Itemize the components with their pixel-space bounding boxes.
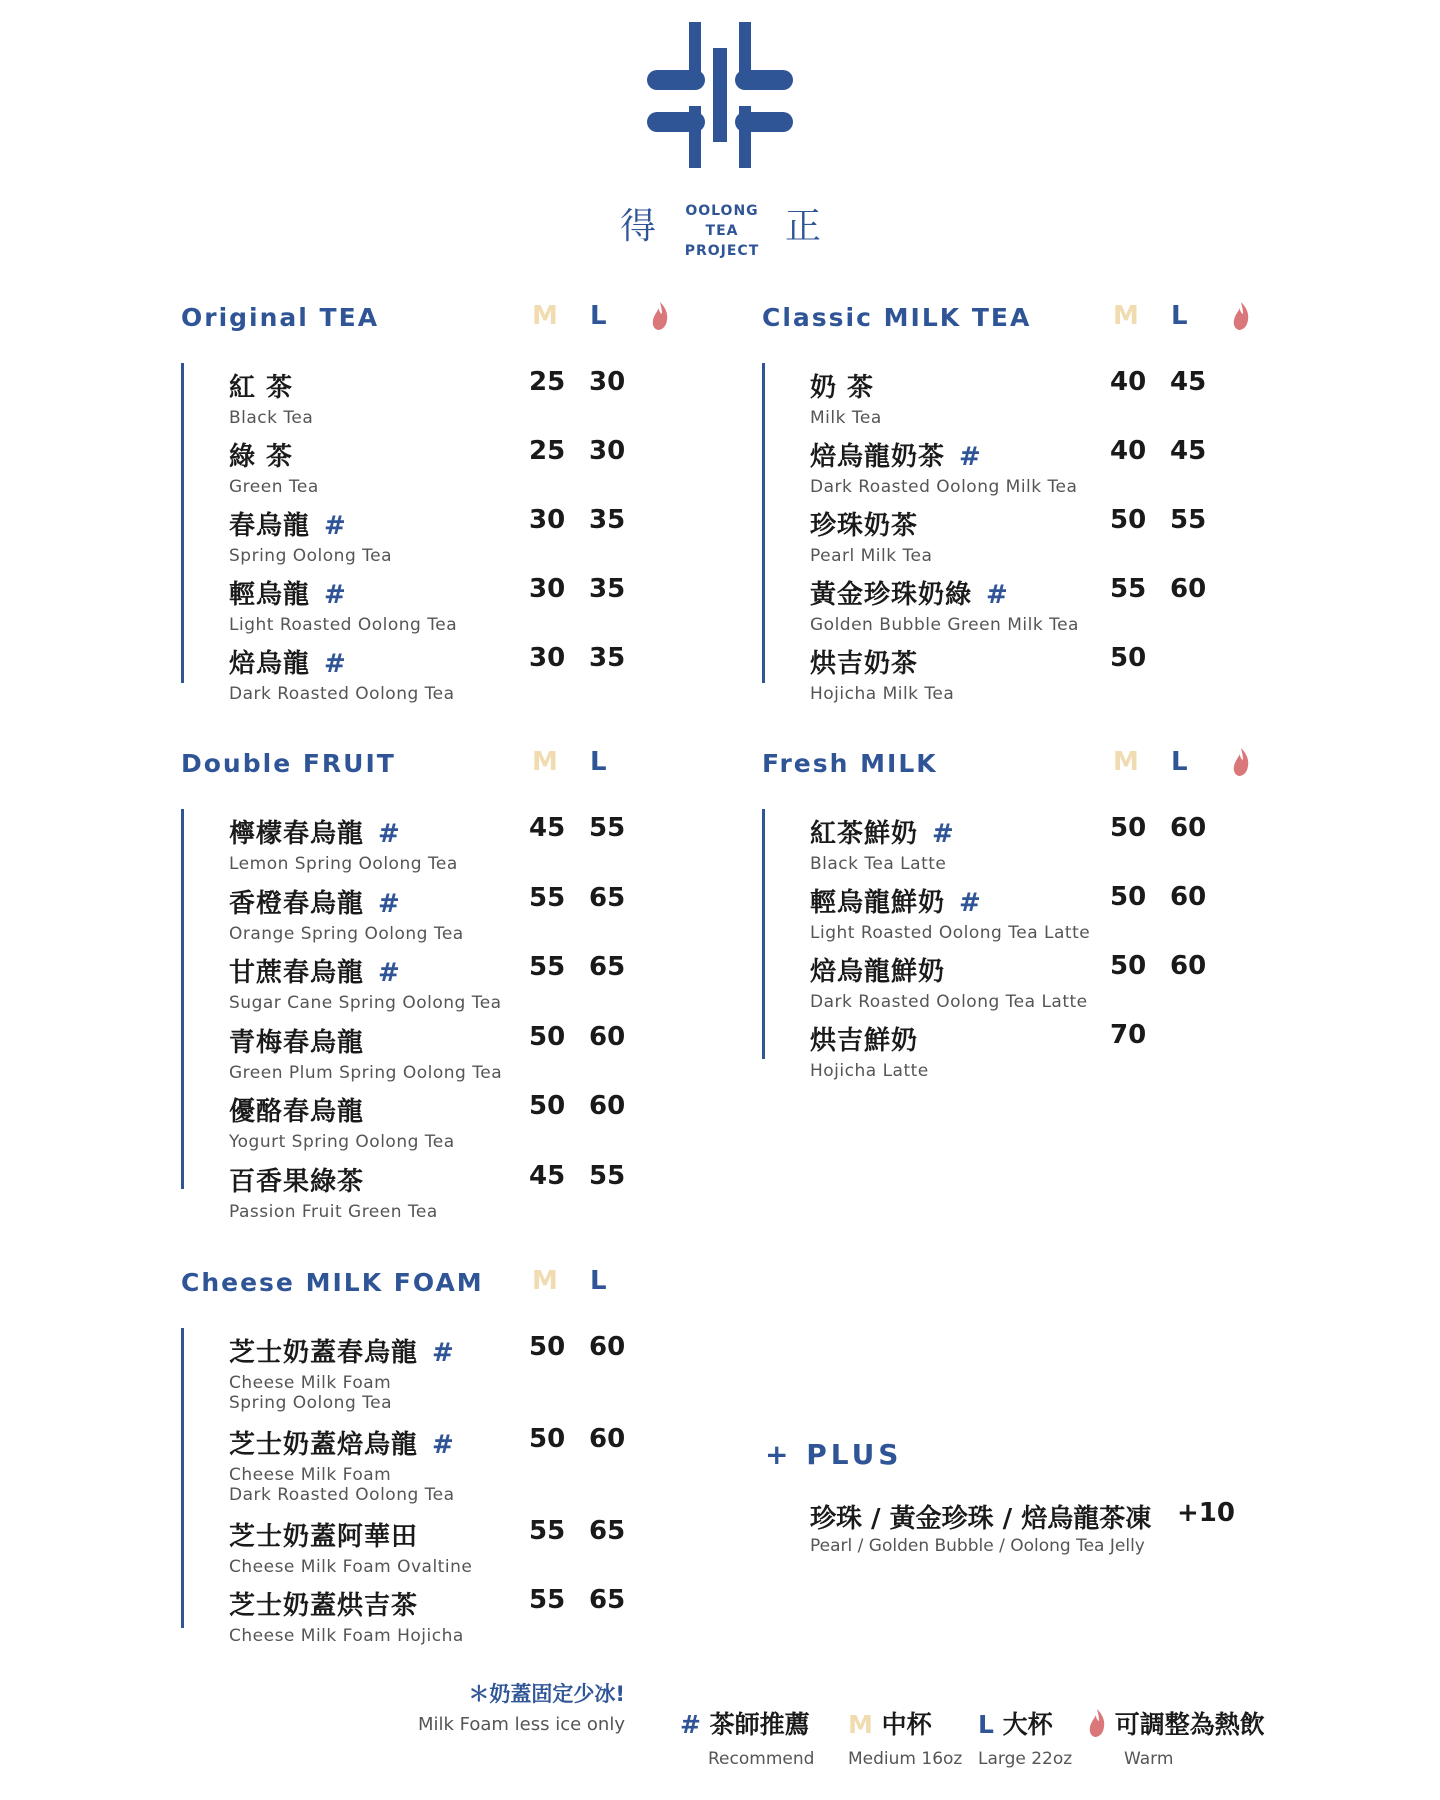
plus-price: +10: [1177, 1498, 1235, 1528]
item-name-en: Lemon Spring Oolong Tea: [229, 854, 458, 874]
price-large: 60: [1170, 882, 1207, 912]
item-name-zh-text: 芝士奶蓋烘吉茶: [229, 1591, 419, 1621]
price-large: 45: [1170, 436, 1207, 466]
large-column-label: L: [590, 301, 607, 331]
price-large: 60: [589, 1332, 626, 1362]
menu-item: [229, 1332, 455, 1413]
item-name-en: Spring Oolong Tea: [229, 546, 393, 566]
item-name-zh: [229, 883, 464, 920]
price-large: 65: [589, 952, 626, 982]
menu-item: [229, 1022, 502, 1083]
item-name-en: Dark Roasted Oolong Milk Tea: [810, 477, 1078, 497]
plus-name-zh: 珍珠 / 黃金珍珠 / 焙烏龍茶凍: [810, 1504, 1152, 1534]
item-name-en: Light Roasted Oolong Tea: [229, 615, 458, 635]
item-name-en: Hojicha Latte: [810, 1061, 929, 1081]
menu-item: [810, 643, 954, 704]
section-title: Fresh MILK: [762, 749, 938, 778]
section-cheese-milk-foam: [181, 1268, 701, 1668]
section-title: Double FRUIT: [181, 749, 396, 778]
item-name-en-line-2: Dark Roasted Oolong Tea: [229, 1485, 455, 1505]
item-name-zh-text: 紅 茶: [229, 373, 294, 403]
item-name-zh-text: 珍珠奶茶: [810, 511, 919, 541]
item-name-en: Black Tea: [229, 408, 314, 428]
item-name-zh: [229, 1022, 502, 1059]
logo-line-1: OOLONG TEA: [685, 203, 759, 239]
price-large: 60: [589, 1424, 626, 1454]
price-medium: 55: [529, 882, 566, 913]
logo-line-2: PROJECT: [684, 243, 760, 259]
item-name-zh-text: 輕烏龍: [229, 580, 311, 610]
item-name-zh: [229, 1585, 464, 1622]
item-name-zh-text: 芝士奶蓋春烏龍: [229, 1338, 419, 1368]
menu-item: [810, 951, 1088, 1012]
menu-list: [762, 809, 1262, 1081]
item-name-en: Golden Bubble Green Milk Tea: [810, 615, 1079, 635]
menu-item: [810, 813, 955, 874]
item-name-zh: [810, 1020, 929, 1057]
legend-medium-en: Medium 16oz: [848, 1749, 963, 1769]
price-medium: 40: [1110, 367, 1147, 397]
item-name-en: Cheese Milk Foam: [229, 1373, 392, 1393]
menu-item: [810, 367, 882, 428]
item-name-zh: [229, 574, 457, 611]
item-name-zh: [229, 1161, 438, 1198]
menu-item: [810, 882, 1090, 943]
price-large: 60: [1170, 951, 1207, 981]
note-zh: ＊奶蓋固定少冰!: [468, 1682, 625, 1706]
section-header: [181, 749, 701, 789]
section-title: Original TEA: [181, 303, 380, 332]
menu-item: [229, 436, 319, 497]
item-name-en: Green Tea: [229, 477, 319, 497]
price-medium: 50: [1110, 813, 1147, 843]
legend-large-zh: 大杯: [1002, 1710, 1053, 1739]
item-name-zh: [810, 951, 1088, 988]
item-name-zh-text: 芝士奶蓋焙烏龍: [229, 1430, 419, 1460]
price-medium: 50: [1110, 505, 1147, 535]
large-size-icon: L: [978, 1710, 994, 1739]
medium-column-label: M: [532, 301, 558, 331]
menu-item: [229, 813, 458, 874]
item-name-zh: [229, 505, 392, 542]
price-large: 55: [1170, 505, 1207, 535]
medium-size-icon: M: [848, 1710, 873, 1739]
recommend-hash-icon: #: [324, 580, 347, 610]
item-name-en: Hojicha Milk Tea: [810, 684, 955, 704]
menu-item: [229, 505, 392, 566]
item-name-zh-text: 烘吉奶茶: [810, 649, 919, 679]
legend-recommend-zh: 茶師推薦: [709, 1710, 810, 1739]
item-name-en: Green Plum Spring Oolong Tea: [229, 1062, 503, 1083]
menu-item: [229, 952, 502, 1013]
medium-column-label: M: [1113, 747, 1139, 777]
item-name-en: Cheese Milk Foam: [229, 1465, 392, 1485]
item-name-en: Dark Roasted Oolong Tea: [229, 684, 455, 704]
price-medium: 70: [1110, 1020, 1147, 1050]
price-large: 45: [1170, 367, 1207, 397]
recommend-hash-icon: #: [959, 888, 982, 918]
price-medium: 50: [529, 1332, 566, 1362]
legend-warm: [1088, 1705, 1265, 1769]
note-en: Milk Foam less ice only: [417, 1714, 625, 1735]
menu-item: [229, 1091, 455, 1152]
item-name-en: Cheese Milk Foam Ovaltine: [229, 1557, 473, 1577]
price-medium: 25: [529, 367, 566, 397]
item-name-zh-text: 百香果綠茶: [229, 1166, 365, 1197]
item-name-zh-text: 芝士奶蓋阿華田: [229, 1522, 419, 1552]
item-name-en: Pearl Milk Tea: [810, 546, 933, 566]
item-name-zh: [229, 436, 319, 473]
recommend-hash-icon: #: [432, 1430, 455, 1460]
legend-recommend: [680, 1705, 814, 1769]
recommend-hash-icon: #: [959, 442, 982, 472]
menu-item: [229, 574, 457, 635]
price-medium: 40: [1110, 436, 1147, 466]
section-double-fruit: [181, 749, 701, 1239]
item-name-zh-text: 焙烏龍: [229, 649, 311, 679]
item-name-en: Passion Fruit Green Tea: [229, 1201, 438, 1222]
item-name-en: Orange Spring Oolong Tea: [229, 923, 464, 944]
menu-list: [181, 363, 681, 704]
item-name-zh: [810, 367, 882, 404]
large-column-label: L: [590, 747, 607, 777]
item-name-zh-text: 紅茶鮮奶: [810, 819, 919, 849]
menu-list: [181, 1328, 681, 1646]
item-name-zh: [229, 1516, 472, 1553]
item-name-zh: [810, 574, 1079, 611]
price-large: 65: [589, 1585, 626, 1615]
item-name-en: Milk Tea: [810, 408, 882, 428]
price-medium: 50: [529, 1091, 566, 1121]
item-name-en: Cheese Milk Foam Hojicha: [229, 1626, 464, 1646]
section-title: Classic MILK TEA: [762, 303, 1032, 332]
plus-title: + PLUS: [765, 1438, 903, 1471]
warm-flame-icon: [1232, 301, 1250, 335]
item-name-zh: [810, 436, 1077, 473]
price-large: 35: [589, 643, 626, 673]
price-medium: 30: [529, 505, 566, 535]
price-large: 35: [589, 574, 626, 604]
logo-mark-icon: [647, 20, 793, 170]
price-medium: 55: [1110, 574, 1147, 604]
item-name-zh: [810, 882, 1090, 919]
medium-column-label: M: [532, 1266, 558, 1296]
price-medium: 55: [529, 952, 566, 982]
section-fresh-milk: [762, 749, 1282, 1089]
item-name-zh: [229, 367, 313, 404]
item-name-zh-text: 烘吉鮮奶: [810, 1026, 919, 1056]
warm-flame-icon: [1088, 1708, 1106, 1738]
item-name-zh: [229, 1424, 455, 1461]
item-name-zh-text: 檸檬春烏龍: [229, 819, 365, 849]
recommend-hash-icon: #: [378, 819, 401, 849]
menu-list: [181, 809, 681, 1222]
menu-item: [810, 436, 1077, 497]
item-name-zh: [229, 952, 502, 989]
menu-item: [229, 1161, 438, 1222]
medium-column-label: M: [1113, 301, 1139, 331]
item-name-zh: [229, 813, 458, 850]
recommend-hash-icon: #: [986, 580, 1009, 610]
item-name-zh-text: 春烏龍: [229, 511, 311, 541]
legend-medium-zh: 中杯: [881, 1710, 932, 1739]
section-header: [181, 303, 701, 343]
price-medium: 55: [529, 1585, 566, 1615]
large-column-label: L: [1171, 747, 1188, 777]
warm-flame-icon: [651, 301, 669, 335]
logo-wordmark: [667, 201, 777, 261]
item-name-en: Black Tea Latte: [810, 854, 947, 874]
item-name-zh-text: 青梅春烏龍: [229, 1027, 365, 1058]
item-name-en: Sugar Cane Spring Oolong Tea: [229, 993, 502, 1013]
recommend-hash-icon: #: [324, 511, 347, 541]
logo-char-left: 得: [620, 206, 657, 247]
item-name-zh: [810, 505, 932, 542]
price-large: 65: [589, 882, 626, 913]
item-name-zh-text: 黃金珍珠奶綠: [810, 580, 973, 610]
recommend-hash-icon: #: [932, 819, 955, 849]
recommend-hash-icon: #: [324, 649, 347, 679]
price-medium: 50: [1110, 951, 1147, 981]
price-large: 35: [589, 505, 626, 535]
price-large: 55: [589, 813, 626, 843]
section-header: [762, 749, 1282, 789]
legend-warm-zh: 可調整為熱飲: [1114, 1710, 1265, 1739]
item-name-zh-text: 輕烏龍鮮奶: [810, 888, 946, 918]
price-medium: 50: [1110, 643, 1147, 673]
item-name-en-line-2: Spring Oolong Tea: [229, 1393, 393, 1413]
price-large: 60: [1170, 574, 1207, 604]
legend-recommend-en: Recommend: [708, 1749, 815, 1769]
recommend-hash-icon: #: [432, 1338, 455, 1368]
price-medium: 45: [529, 1160, 566, 1191]
price-large: 30: [589, 436, 626, 466]
item-name-zh-text: 香橙春烏龍: [229, 888, 365, 919]
item-name-zh: [229, 1091, 455, 1128]
price-medium: 45: [529, 813, 566, 843]
item-name-zh-text: 優酪春烏龍: [229, 1097, 365, 1127]
item-name-zh: [229, 643, 455, 680]
logo-char-right: 正: [785, 206, 822, 247]
item-name-zh: [229, 1332, 455, 1369]
menu-item: [229, 883, 464, 944]
hash-icon: #: [680, 1710, 701, 1739]
menu-list: [762, 363, 1262, 704]
plus-addon: [765, 1438, 1235, 1556]
menu-item: [229, 1516, 472, 1577]
price-medium: 55: [529, 1516, 566, 1546]
item-name-zh-text: 焙烏龍鮮奶: [810, 957, 946, 987]
legend-medium: [848, 1705, 962, 1769]
medium-column-label: M: [532, 747, 558, 777]
item-name-en: Dark Roasted Oolong Tea Latte: [810, 992, 1088, 1012]
legend-large-en: Large 22oz: [978, 1749, 1073, 1769]
price-medium: 25: [529, 436, 566, 466]
legend-large: [978, 1705, 1072, 1769]
milk-foam-note: [418, 1678, 625, 1735]
price-medium: 50: [529, 1021, 566, 1052]
large-column-label: L: [1171, 301, 1188, 331]
section-header: [181, 1268, 701, 1308]
price-medium: 30: [529, 574, 566, 604]
section-original-tea: [181, 303, 701, 723]
plus-name-en: Pearl / Golden Bubble / Oolong Tea Jelly: [810, 1536, 1145, 1556]
price-large: 60: [589, 1091, 626, 1121]
price-medium: 30: [529, 643, 566, 673]
menu-item: [229, 643, 455, 704]
item-name-en: Yogurt Spring Oolong Tea: [229, 1132, 455, 1152]
recommend-hash-icon: #: [378, 888, 401, 919]
menu-item: [229, 1585, 464, 1646]
section-header: [762, 303, 1282, 343]
item-name-en: Light Roasted Oolong Tea Latte: [810, 923, 1091, 943]
item-name-zh-text: 綠 茶: [229, 442, 294, 472]
section-classic-milk-tea: [762, 303, 1282, 723]
price-large: 60: [589, 1021, 626, 1052]
price-large: 65: [589, 1516, 626, 1546]
price-large: 55: [589, 1160, 626, 1191]
recommend-hash-icon: #: [378, 958, 401, 988]
menu-item: [810, 574, 1079, 635]
price-large: 60: [1170, 813, 1207, 843]
warm-flame-icon: [1232, 747, 1250, 781]
section-title: Cheese MILK FOAM: [181, 1268, 484, 1297]
price-medium: 50: [529, 1424, 566, 1454]
price-large: 30: [589, 367, 626, 397]
menu-item: [810, 505, 932, 566]
large-column-label: L: [590, 1266, 607, 1296]
item-name-zh-text: 焙烏龍奶茶: [810, 442, 946, 472]
item-name-zh: [810, 643, 954, 680]
menu-item: [810, 1020, 929, 1081]
item-name-zh-text: 甘蔗春烏龍: [229, 958, 365, 988]
legend-warm-en: Warm: [1124, 1749, 1174, 1769]
price-medium: 50: [1110, 882, 1147, 912]
menu-item: [229, 1424, 455, 1505]
item-name-zh: [810, 813, 955, 850]
brand-logo: [615, 20, 825, 259]
menu-item: [229, 367, 313, 428]
item-name-zh-text: 奶 茶: [810, 373, 875, 403]
